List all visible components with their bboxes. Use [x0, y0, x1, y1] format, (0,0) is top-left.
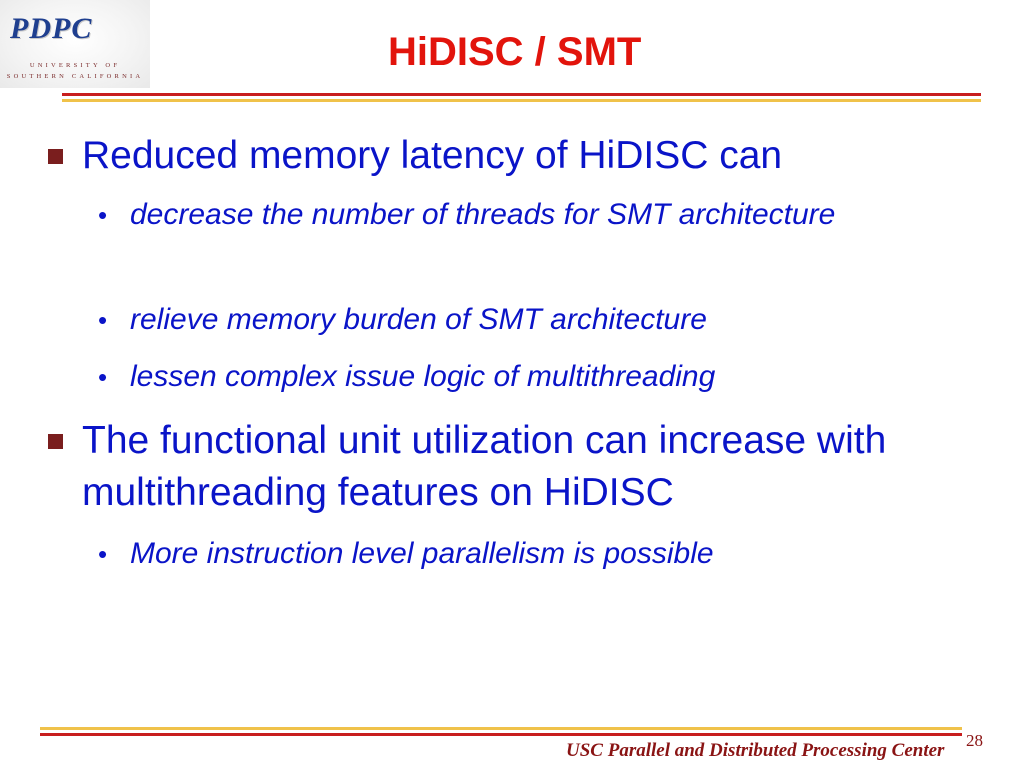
dot-bullet-icon: • [98, 305, 108, 335]
sub-bullet-1-2-text: relieve memory burden of SMT architecture [130, 303, 707, 336]
page-number: 28 [966, 731, 983, 750]
dot-bullet-icon: • [98, 200, 108, 230]
footer-rule-yellow [40, 727, 962, 730]
pdpc-logo [0, 0, 150, 88]
dot-bullet-icon: • [98, 362, 108, 392]
header-rule-red [62, 93, 981, 96]
sub-bullet-2-1 [98, 532, 930, 576]
bullet-1-text: Reduced memory latency of HiDISC can [82, 134, 783, 177]
slide-title: HiDISC / SMT [388, 30, 642, 74]
sub-bullet-1-3-text: lessen complex issue logic of multithreading [130, 360, 716, 393]
bullet-1 [82, 130, 982, 182]
sub-bullet-1-1-text: decrease the number of threads for SMT architecture [130, 198, 836, 231]
sub-bullet-1-1 [98, 193, 890, 237]
header-rule-yellow [62, 99, 981, 102]
sub-bullet-1-2 [98, 298, 930, 342]
logo-university-of: UNIVERSITY OF [29, 62, 121, 69]
square-bullet-icon [48, 434, 63, 449]
sub-bullet-2-1-text: More instruction level parallelism is possible [130, 537, 714, 570]
dot-bullet-icon: • [98, 539, 108, 569]
bullet-2 [82, 415, 962, 519]
footer-organization: USC Parallel and Distributed Processing Center [566, 740, 945, 761]
logo-southern-california: SOUTHERN CALIFORNIA [6, 73, 144, 80]
square-bullet-icon [48, 149, 63, 164]
bullet-2-text: The functional unit utilization can increase with multithreading features on HiDISC [82, 419, 887, 514]
footer-rule-red [40, 733, 962, 736]
sub-bullet-1-3 [98, 355, 930, 399]
logo-mark: PDPC [10, 12, 93, 45]
